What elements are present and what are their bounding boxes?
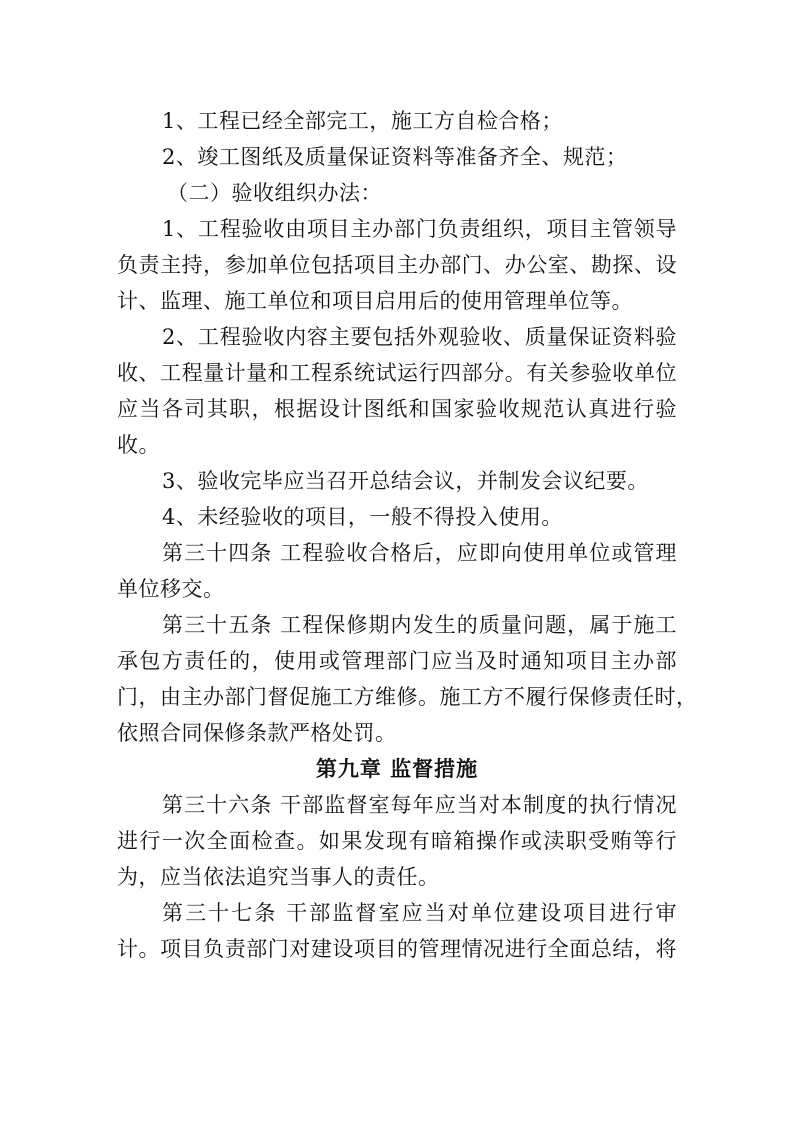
text-line: 单位移交。 <box>117 577 225 601</box>
article-36-line: 第三十六条 干部监督室每年应当对本制度的执行情况 <box>162 793 677 817</box>
text-line: 承包方责任的，使用或管理部门应当及时通知项目主办部 <box>117 649 677 673</box>
text-line: 1、工程验收由项目主办部门负责组织，项目主管领导 <box>162 217 677 241</box>
text-line: 门，由主办部门督促施工方维修。施工方不履行保修责任时， <box>117 685 698 709</box>
text-line: 为，应当依法追究当事人的责任。 <box>117 865 440 889</box>
text-line: 1、工程已经全部完工，施工方自检合格； <box>162 109 563 133</box>
text-line: 2、竣工图纸及质量保证资料等准备齐全、规范； <box>162 145 628 169</box>
text-line: 4、未经验收的项目，一般不得投入使用。 <box>162 505 563 529</box>
text-line: 2、工程验收内容主要包括外观验收、质量保证资料验 <box>162 325 677 349</box>
text-line: 收、工程量计量和工程系统试运行四部分。有关参验收单位 <box>117 361 677 385</box>
text-line: 计、监理、施工单位和项目启用后的使用管理单位等。 <box>117 289 633 313</box>
text-line: 3、验收完毕应当召开总结会议，并制发会议纪要。 <box>162 469 649 493</box>
article-37-line: 第三十七条 干部监督室应当对单位建设项目进行审 <box>162 901 677 925</box>
chapter-heading: 第九章 监督措施 <box>315 757 479 781</box>
text-line: 计。项目负责部门对建设项目的管理情况进行全面总结，将 <box>117 937 677 961</box>
text-line: （二）验收组织办法： <box>167 181 382 205</box>
text-line: 进行一次全面检查。如果发现有暗箱操作或渎职受贿等行 <box>117 829 677 853</box>
text-line: 收。 <box>117 433 160 457</box>
document-body <box>117 103 698 967</box>
text-line: 负责主持，参加单位包括项目主办部门、办公室、勘探、设 <box>117 253 677 277</box>
article-35-line: 第三十五条 工程保修期内发生的质量问题，属于施工 <box>162 613 677 637</box>
text-line: 应当各司其职，根据设计图纸和国家验收规范认真进行验 <box>117 397 677 421</box>
text-line: 依照合同保修条款严格处罚。 <box>117 721 397 745</box>
article-34-line: 第三十四条 工程验收合格后，应即向使用单位或管理 <box>162 541 677 565</box>
